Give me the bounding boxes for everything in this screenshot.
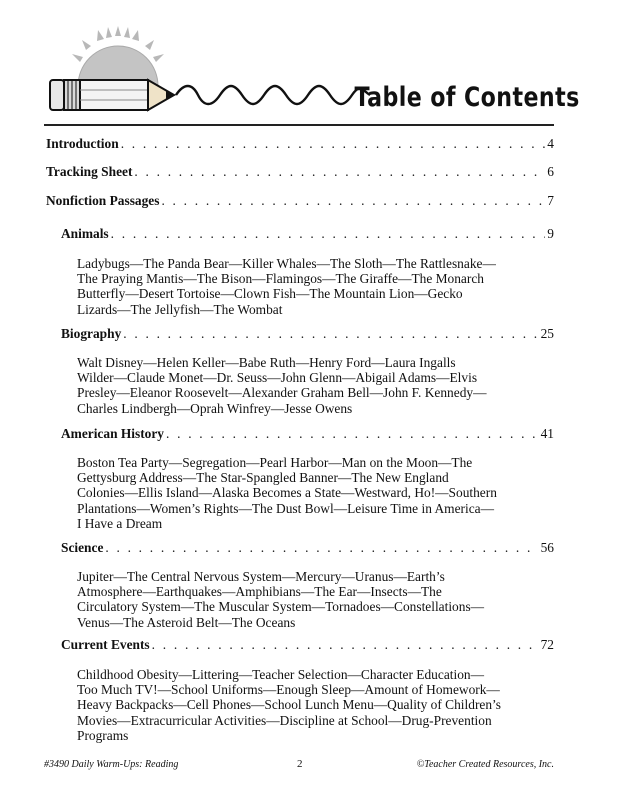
toc-entry-introduction xyxy=(46,136,554,152)
page-header xyxy=(0,0,618,130)
topic-line: Charles Lindbergh—Oprah Winfrey—Jesse Owens xyxy=(77,400,353,416)
section-topics-animals xyxy=(77,256,547,317)
dot-leader xyxy=(152,637,539,653)
dot-leader xyxy=(121,136,546,152)
toc-section-label: Biography xyxy=(61,326,122,341)
topic-line: Plantations—Women’s Rights—The Dust Bowl—Leisure Time in America— xyxy=(77,500,494,516)
topic-line: Gettysburg Address—The Star-Spangled Banner—The New England xyxy=(77,470,449,486)
toc-entry-label: Nonfiction Passages xyxy=(46,193,160,208)
topic-line: Atmosphere—Earthquakes—Amphibians—The Ear—Insects—The xyxy=(77,584,442,600)
topic-line: Walt Disney—Helen Keller—Babe Ruth—Henry Ford—Laura Ingalls xyxy=(77,355,456,370)
dot-leader xyxy=(123,326,538,342)
section-topics-american-history xyxy=(77,455,547,531)
toc-entry-page: 4 xyxy=(547,136,554,151)
topic-line: Boston Tea Party—Segregation—Pearl Harbor—Man on the Moon—The xyxy=(77,455,473,470)
toc-section-science xyxy=(61,540,554,556)
topic-line: Colonies—Ellis Island—Alaska Becomes a State—Westward, Ho!—Southern xyxy=(77,485,497,501)
toc-section-page: 72 xyxy=(540,637,554,652)
topic-line: Movies—Extracurricular Activities—Discipline at School—Drug-Prevention xyxy=(77,712,492,728)
dot-leader xyxy=(161,193,545,209)
dot-leader xyxy=(105,540,538,556)
pencil-icon xyxy=(50,80,176,110)
toc-entry-tracking-sheet xyxy=(46,164,554,180)
topic-line: Programs xyxy=(77,727,129,743)
header-rule xyxy=(44,124,554,126)
sun-icon xyxy=(72,26,164,86)
footer-page-number: 2 xyxy=(297,758,303,770)
toc-section-label: Science xyxy=(61,540,104,555)
topic-line: The Praying Mantis—The Bison—Flamingos—The Giraffe—The Monarch xyxy=(77,271,484,287)
toc-section-animals xyxy=(61,226,554,242)
topic-line: Ladybugs—The Panda Bear—Killer Whales—The Sloth—The Rattlesnake— xyxy=(77,256,496,271)
topic-line: Butterfly—Desert Tortoise—Clown Fish—The Mountain Lion—Gecko xyxy=(77,286,463,302)
dot-leader xyxy=(111,226,546,242)
toc-entry-label: Tracking Sheet xyxy=(46,164,133,179)
topic-line: Presley—Eleanor Roosevelt—Alexander Graham Bell—John F. Kennedy— xyxy=(77,385,487,401)
page-footer xyxy=(44,759,554,770)
topic-line: Too Much TV!—School Uniforms—Enough Sleep—Amount of Homework— xyxy=(77,682,500,698)
toc-section-label: Animals xyxy=(61,226,109,241)
toc-section-label: American History xyxy=(61,426,165,441)
toc-entry-page: 6 xyxy=(547,164,554,179)
toc-entry-page: 7 xyxy=(547,193,554,208)
squiggle-line xyxy=(176,86,370,104)
section-topics-current-events xyxy=(77,667,547,743)
footer-copyright: ©Teacher Created Resources, Inc. xyxy=(416,759,554,770)
dot-leader xyxy=(134,164,545,180)
footer-book-title: #3490 Daily Warm-Ups: Reading xyxy=(44,759,179,770)
toc-section-page: 9 xyxy=(547,226,554,241)
topic-line: Jupiter—The Central Nervous System—Mercury—Uranus—Earth’s xyxy=(77,569,445,584)
topic-line: Lizards—The Jellyfish—The Wombat xyxy=(77,301,283,317)
topic-line: I Have a Dream xyxy=(77,515,163,531)
topic-line: Circulatory System—The Muscular System—Tornadoes—Constellations— xyxy=(77,599,485,615)
topic-line: Heavy Backpacks—Cell Phones—School Lunch Menu—Quality of Children’s xyxy=(77,697,501,713)
page-title: Table of Contents xyxy=(354,82,580,113)
toc-section-american-history xyxy=(61,426,554,442)
toc-section-label: Current Events xyxy=(61,637,150,652)
section-topics-science xyxy=(77,569,547,630)
topic-line: Venus—The Asteroid Belt—The Oceans xyxy=(77,614,296,630)
toc-section-page: 25 xyxy=(540,326,554,341)
toc-entry-label: Introduction xyxy=(46,136,119,151)
toc-section-biography xyxy=(61,326,554,342)
toc-section-page: 56 xyxy=(540,540,554,555)
toc-entry-nonfiction-passages xyxy=(46,193,554,209)
topic-line: Childhood Obesity—Littering—Teacher Selection—Character Education— xyxy=(77,667,484,682)
section-topics-biography xyxy=(77,355,547,416)
toc-section-page: 41 xyxy=(540,426,554,441)
dot-leader xyxy=(166,426,539,442)
topic-line: Wilder—Claude Monet—Dr. Seuss—John Glenn—Abigail Adams—Elvis xyxy=(77,370,478,386)
toc-section-current-events xyxy=(61,637,554,653)
